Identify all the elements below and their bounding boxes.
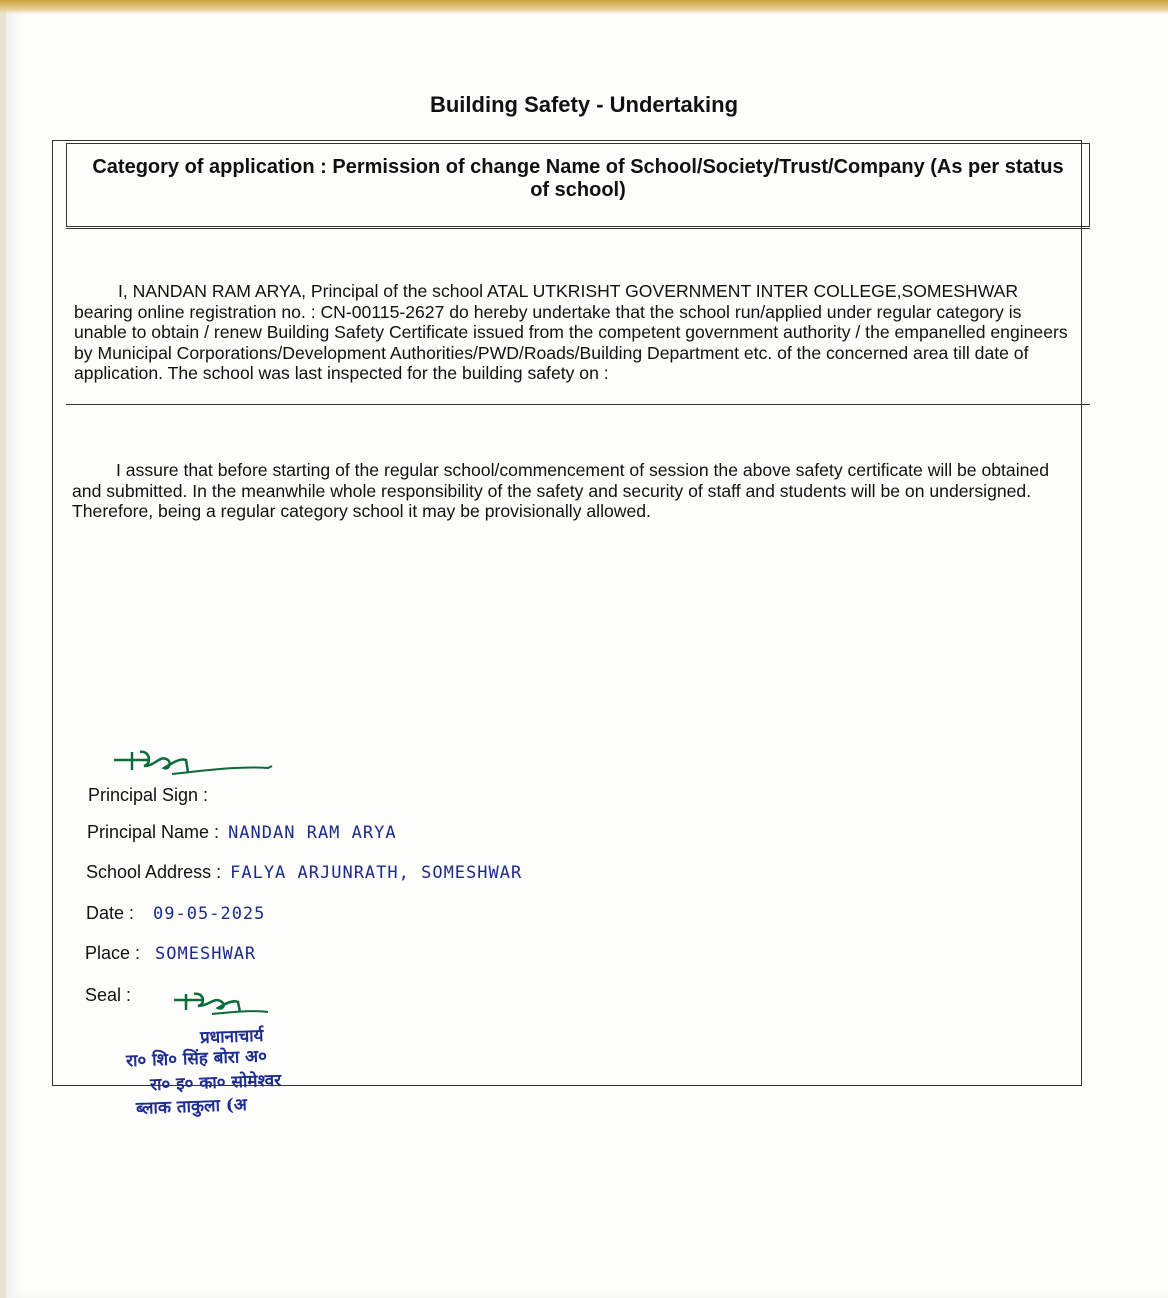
document-title: Building Safety - Undertaking — [429, 92, 739, 117]
principal-name-label: Principal Name : — [87, 822, 220, 842]
assurance-paragraph: I assure that before starting of the regular school/commencement of session the above safety certificate will be obtained and submitted. In the meanwhile whole responsibility of the safety and security of staff and students will be on undersigned. Therefore, being a regular category school it may be provisionally allowed. — [72, 460, 1049, 522]
section-divider-1 — [66, 228, 1090, 229]
principal-name-row — [87, 822, 397, 843]
school-address-label: School Address : — [86, 862, 222, 882]
stamp-line-1: प्रधानाचार्य — [199, 1025, 264, 1049]
date-label: Date : — [86, 903, 135, 923]
school-address-row — [86, 862, 522, 883]
seal-label: Seal : — [85, 985, 132, 1005]
section-divider-2 — [66, 404, 1090, 405]
principal-seal-stamp — [118, 1024, 378, 1124]
date-row — [86, 903, 265, 924]
principal-sign-row — [88, 785, 208, 806]
principal-signature — [110, 746, 280, 780]
date-value: 09-05-2025 — [153, 904, 266, 924]
place-label: Place : — [85, 943, 141, 963]
school-address-value: FALYA ARJUNRATH, SOMESHWAR — [230, 863, 523, 883]
category-of-application: Category of application : Permission of change Name of School/Society/Trust/Company (As per status of school) — [66, 143, 1090, 227]
stamp-line-2: रा० शि० सिंह बोरा अ० — [125, 1046, 268, 1072]
place-value: SOMESHWAR — [155, 944, 257, 964]
binding-strip — [0, 0, 1168, 14]
principal-name-value: NANDAN RAM ARYA — [228, 823, 397, 843]
seal-signature — [172, 990, 272, 1020]
stamp-line-3: रा० इ० का० सोमेश्वर — [149, 1070, 282, 1096]
seal-row — [85, 985, 131, 1006]
principal-sign-label: Principal Sign : — [88, 785, 209, 805]
stamp-line-4: ब्लाक ताकुला (अ — [135, 1095, 248, 1119]
place-row — [85, 943, 256, 964]
undertaking-paragraph: I, NANDAN RAM ARYA, Principal of the school ATAL UTKRISHT GOVERNMENT INTER COLLEGE,SOMESHWAR bearing online registration no. : CN-00115-2627 do hereby undertake that the school run/applied under regular category is unable to obtain / renew Building Safety Certificate issued from the competent government authority / the empanelled engineers by Municipal Corporations/Development Authorities/PWD/Roads/Building Department etc. of the concerned area till date of application. The school was last inspected for the building safety on : — [74, 281, 1068, 384]
